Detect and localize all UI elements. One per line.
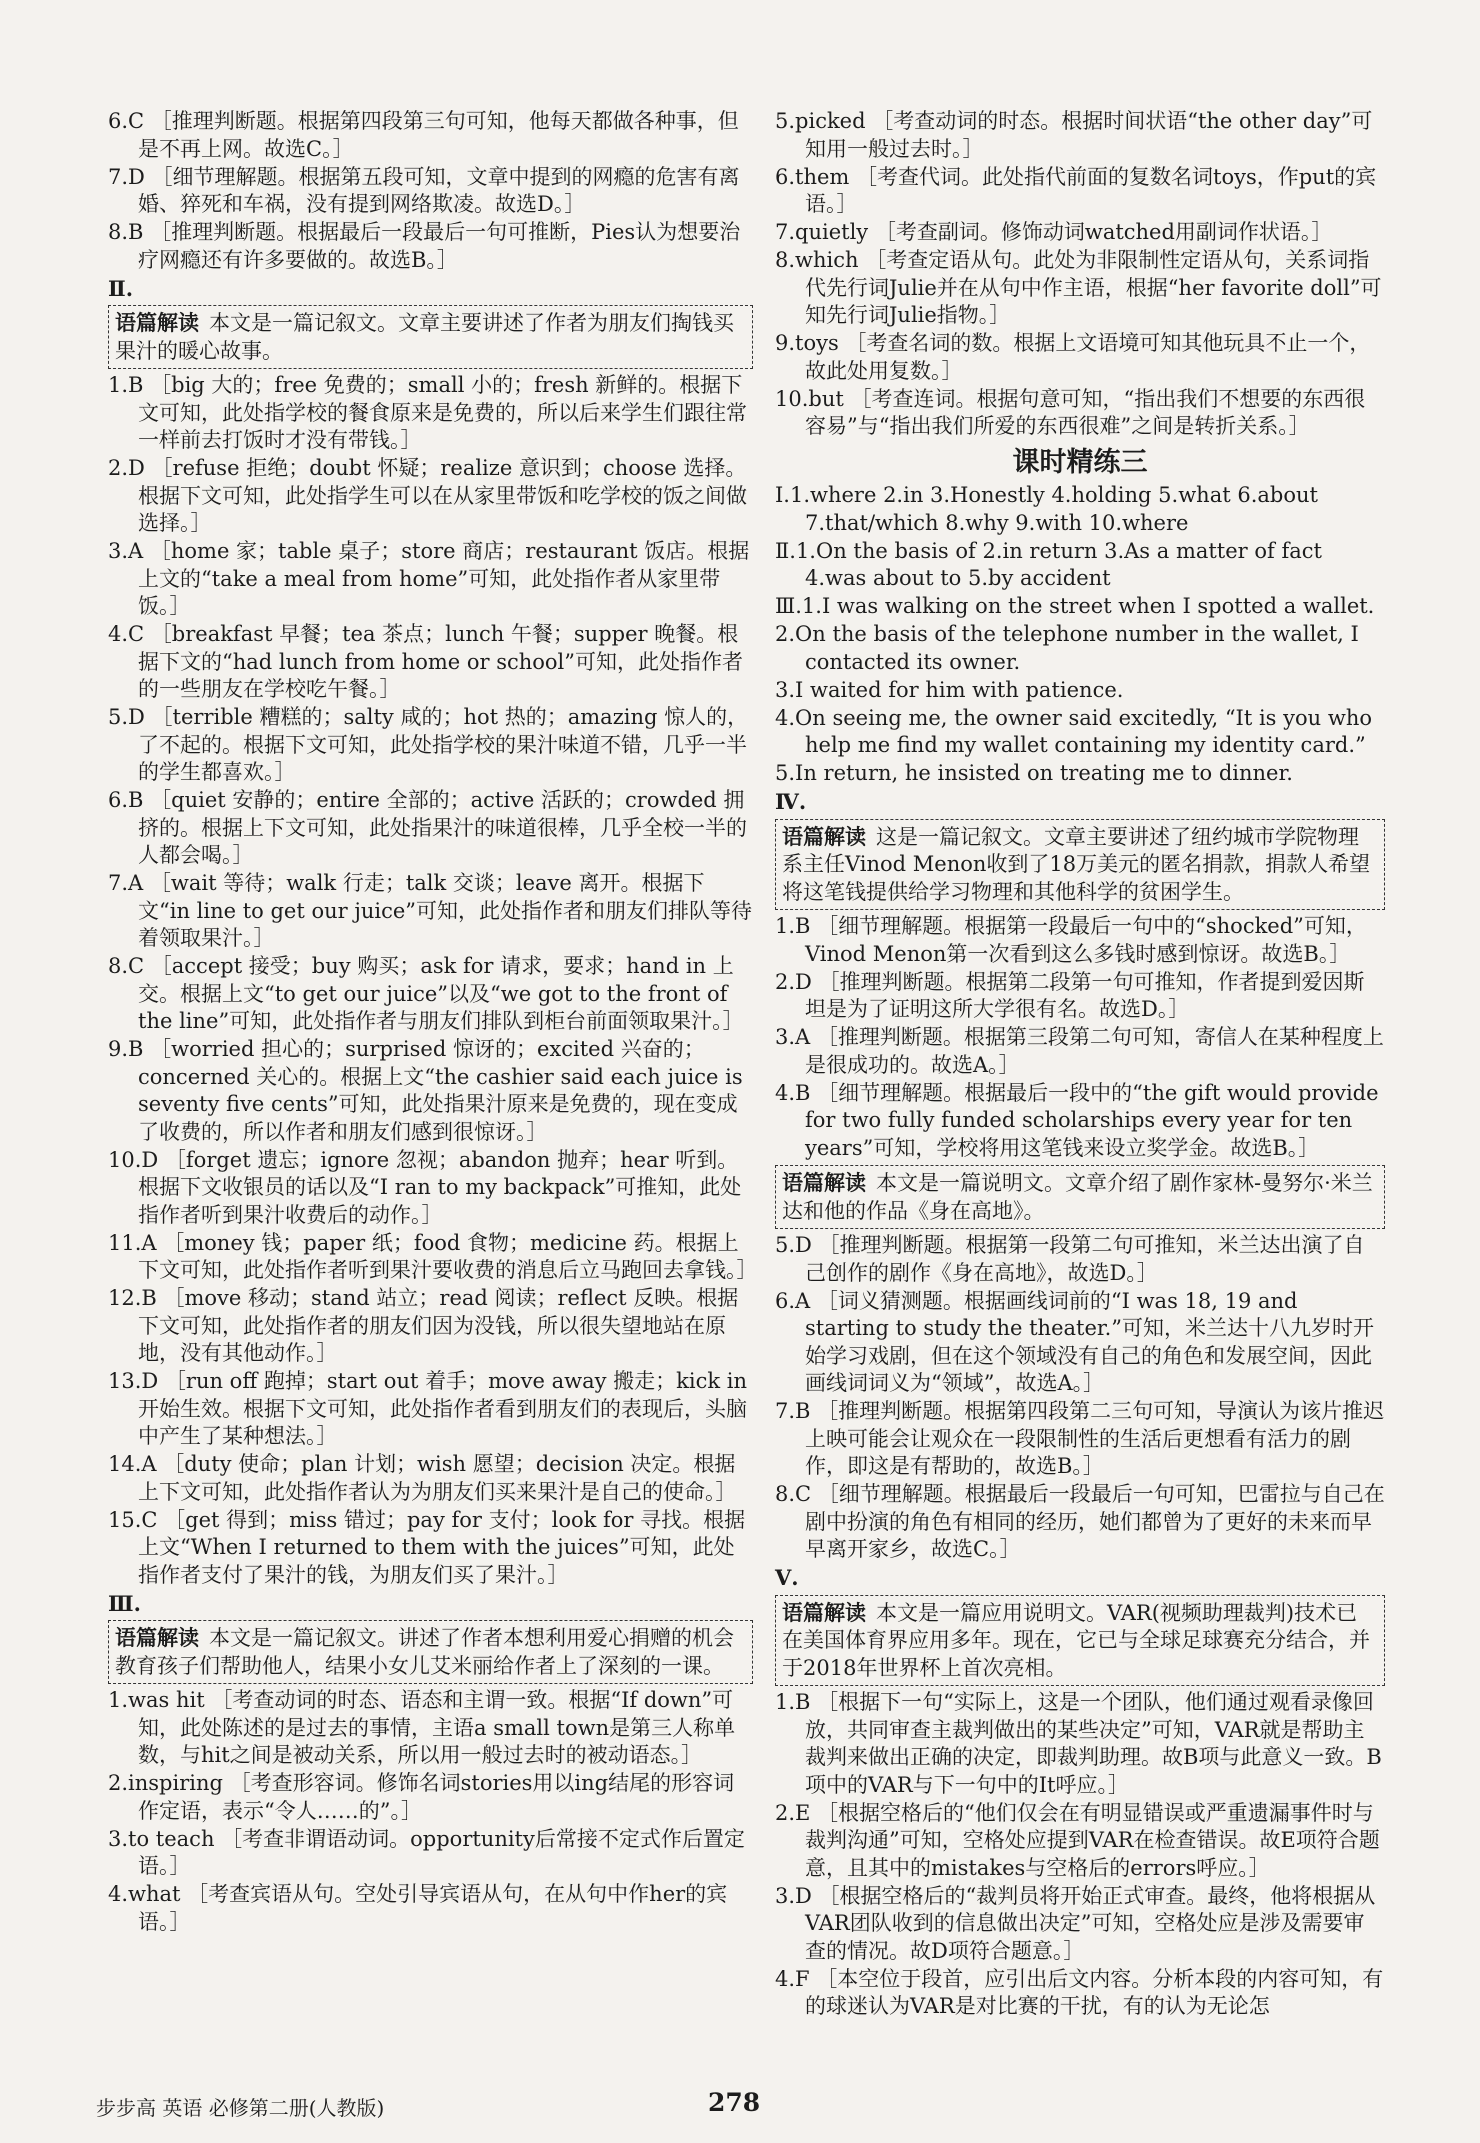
answer-item: 8.C ［细节理解题。根据最后一段最后一句可知，巴雷拉与自己在剧中扮演的角色有相同的经历，她们都曾为了更好的未来而早早离开家乡，故选C。］ [775, 1482, 1385, 1561]
answer-item: 8.which ［考查定语从句。此处为非限制性定语从句，关系词指代先行词Julie并在从句中作主语，根据“her favorite doll”可知先行词Julie指物。］ [775, 248, 1382, 327]
answer-item: 6.A ［词义猜测题。根据画线词前的“I was 18, 19 and starting to study the theater.”可知，米兰达十八九岁时开始学习戏剧，但在这个领域没有自己的角色和发展空间，因此画线词词义为“领域”，故选A。］ [775, 1288, 1375, 1395]
answer-item: 10.but ［考查连词。根据句意可知，“指出我们不想要的东西很容易”与“指出我们所爱的东西很难”之间是转折关系。］ [775, 386, 1366, 438]
answer-item: 15.C ［get 得到；miss 错过；pay for 支付；look for 寻找。根据上文“When I returned to them with the juices”可知，此处指作者支付了果汁的钱，为朋友们买了果汁。］ [108, 1507, 746, 1587]
answer-item: 2.E ［根据空格后的“他们仅会在有明显错误或严重遗漏事件时与裁判沟通”可知，空格处应提到VAR在检查错误。故E项符合题意，且其中的mistakes与空格后的errors呼应。］ [775, 1800, 1380, 1880]
answer-item: 11.A ［money 钱；paper 纸；food 食物；medicine 药。根据上下文可知，此处指作者听到果汁要收费的消息后立马跑回去拿钱。］ [108, 1230, 758, 1282]
answer-item: 13.D ［run off 跑掉；start out 着手；move away 搬走；kick in 开始生效。根据下文可知，此处指作者看到朋友们的表现后，头脑中产生了某种想法。］ [108, 1369, 748, 1448]
reading-analysis-text: 本文是一篇说明文。文章介绍了剧作家林-曼努尔·米兰达和他的作品《身在高地》。 [782, 1171, 1373, 1223]
answer-item: 4.F ［本空位于段首，应引出后文内容。分析本段的内容可知，有的球迷认为VAR是对比赛的干扰，有的认为无论怎 [775, 1966, 1384, 2018]
section-heading: Ⅳ. [775, 789, 807, 814]
answer-item: 3.I waited for him with patience. [775, 677, 1124, 702]
answer-item: 12.B ［move 移动；stand 站立；read 阅读；reflect 反映。根据下文可知，此处指作者的朋友们因为没钱，所以很失望地站在原地，没有其他动作。］ [108, 1286, 739, 1365]
answer-item: 3.D ［根据空格后的“裁判员将开始正式审查。最终，他将根据从VAR团队收到的信息做出决定”可知，空格处应是涉及需要审查的情况。故D项符合题意。］ [775, 1883, 1376, 1963]
answer-item: 5.picked ［考查动词的时态。根据时间状语“the other day”可知用一般过去时。］ [775, 109, 1373, 161]
section-heading: Ⅴ. [775, 1565, 799, 1590]
answer-item: Ⅰ.1.where 2.in 3.Honestly 4.holding 5.what 6.about 7.that/which 8.why 9.with 10.where [775, 483, 1318, 535]
answer-item: 8.C ［accept 接受；buy 购买；ask for 请求，要求；hand in 上交。根据上文“to get our juice”以及“we got to the front of the line”可知，此处指作者与朋友们排队到柜台前面领取果汁。］ [108, 954, 744, 1033]
answer-item: 4.what ［考查宾语从句。空处引导宾语从句，在从句中作her的宾语。］ [108, 1882, 728, 1934]
answer-item: 6.B ［quiet 安静的；entire 全部的；active 活跃的；crowded 拥挤的。根据上下文可知，此处指果汁的味道很棒，几乎全校一半的人都会喝。］ [108, 788, 747, 867]
answer-item: 8.B ［推理判断题。根据最后一段最后一句可推断，Pies认为想要治疗网瘾还有许多要做的。故选B。］ [108, 220, 741, 272]
answer-item: 9.B ［worried 担心的；surprised 惊讶的；excited 兴奋的；concerned 关心的。根据上文“the cashier said each juice is seventy five cents”可知，此处指果汁原来是免费的，现在变成了收费的，所以作者和朋友们感到很惊讶。］ [108, 1037, 743, 1144]
answer-item: 1.B ［根据下一句“实际上，这是一个团队，他们通过观看录像回放，共同审查主裁判做出的某些决定”可知，VAR就是帮助主裁判来做出正确的决定，即裁判助理。故B项与此意义一致。B项中的VAR与下一句中的It呼应。］ [775, 1690, 1382, 1797]
reading-analysis-box [775, 1595, 1385, 1687]
reading-analysis-tag: 语篇解读 [782, 1170, 866, 1195]
answer-item: 3.to teach ［考查非谓语动词。opportunity后常接不定式作后置定语。］ [108, 1826, 745, 1878]
answer-item: 2.inspiring ［考查形容词。修饰名词stories用以ing结尾的形容词作定语，表示“令人……的”。］ [108, 1771, 735, 1823]
answer-item: 7.D ［细节理解题。根据第五段可知，文章中提到的网瘾的危害有离婚、猝死和车祸，没有提到网络欺凌。故选D。］ [108, 164, 740, 216]
answer-item: 2.D ［refuse 拒绝；doubt 怀疑；realize 意识到；choose 选择。根据下文可知，此处指学生可以在从家里带饭和吃学校的饭之间做选择。］ [108, 456, 747, 535]
answer-item: 4.C ［breakfast 早餐；tea 茶点；lunch 午餐；supper 晚餐。根据下文的“had lunch from home or school”可知，此处指作者的一些朋友在学校吃午餐。］ [108, 622, 744, 701]
section-heading: Ⅲ. [108, 1590, 141, 1616]
answer-item: 1.was hit ［考查动词的时态、语态和主谓一致。根据“If down”可知，此处陈述的是过去的事情，主语a small town是第三人称单数，与hit之间是被动关系，所以用一般过去时的被动语态。］ [108, 1688, 736, 1767]
reading-analysis-text: 本文是一篇应用说明文。VAR(视频助理裁判)技术已在美国体育界应用多年。现在，它已与全球足球赛充分结合，并于2018年世界杯上首次亮相。 [782, 1600, 1370, 1680]
answer-item: 6.them ［考查代词。此处指代前面的复数名词toys，作put的宾语。］ [775, 164, 1377, 216]
answer-item: 1.B ［细节理解题。根据第一段最后一句中的“shocked”可知，Vinod Menon第一次看到这么多钱时感到惊讶。故选B。］ [775, 914, 1367, 966]
answer-item: Ⅱ.1.On the basis of 2.in return 3.As a matter of fact 4.was about to 5.by accident [775, 538, 1322, 590]
answer-item: 9.toys ［考查名词的数。根据上文语境可知其他玩具不止一个，故此处用复数。］ [775, 331, 1371, 383]
answer-item: 14.A ［duty 使命；plan 计划；wish 愿望；decision 决定。根据上下文可知，此处指作者认为为朋友们买来果汁是自己的使命。］ [108, 1452, 737, 1504]
answer-item: 10.D ［forget 遗忘；ignore 忽视；abandon 抛弃；hear 听到。根据下文收银员的话以及“I ran to my backpack”可推知，此处指作者听到果汁收费后的动作。］ [108, 1147, 742, 1227]
answer-item: 4.On seeing me, the owner said excitedly, “It is you who help me find my wallet containing my identity card.” [775, 705, 1372, 757]
reading-analysis-box [775, 819, 1385, 911]
right-column [775, 108, 1385, 2021]
reading-analysis-box [775, 1165, 1385, 1229]
reading-analysis-text: 本文是一篇记叙文。文章主要讲述了作者为朋友们掏钱买果汁的暖心故事。 [115, 311, 734, 363]
answer-item: 5.D ［推理判断题。根据第一段第二句可推知，米兰达出演了自己创作的剧作《身在高地》，故选D。］ [775, 1233, 1365, 1285]
reading-analysis-tag: 语篇解读 [115, 310, 199, 335]
answer-item: 7.quietly ［考查副词。修饰动词watched用副词作状语。］ [775, 220, 1333, 244]
reading-analysis-text: 本文是一篇记叙文。讲述了作者本想利用爱心捐赠的机会教育孩子们帮助他人，结果小女儿艾米丽给作者上了深刻的一课。 [115, 1626, 734, 1678]
answer-item: 4.B ［细节理解题。根据最后一段中的“the gift would provide for two fully funded scholarships every year for ten years”可知，学校将用这笔钱来设立奖学金。故选B。］ [775, 1080, 1379, 1160]
answer-item: 5.In return, he insisted on treating me to dinner. [775, 761, 1293, 785]
section-title: 课时精练三 [1012, 446, 1148, 478]
answer-item: 7.A ［wait 等待；walk 行走；talk 交谈；leave 离开。根据下文“in line to get our juice”可知，此处指作者和朋友们排队等待着领取果汁。］ [108, 871, 753, 950]
answer-item: 5.D ［terrible 糟糕的；salty 咸的；hot 热的；amazing 惊人的，了不起的。根据下文可知，此处指学校的果汁味道不错，几乎一半的学生都喜欢。］ [108, 705, 749, 784]
answer-item: 6.C ［推理判断题。根据第四段第三句可知，他每天都做各种事，但是不再上网。故选C。］ [108, 109, 739, 161]
answer-item: 3.A ［推理判断题。根据第三段第二句可知，寄信人在某种程度上是很成功的。故选A。］ [775, 1025, 1384, 1077]
answer-item: 3.A ［home 家；table 桌子；store 商店；restaurant 饭店。根据上文的“take a meal from home”可知，此处指作者从家里带饭。］ [108, 539, 750, 618]
reading-analysis-text: 这是一篇记叙文。文章主要讲述了纽约城市学院物理系主任Vinod Menon收到了18万美元的匿名捐款，捐款人希望将这笔钱提供给学习物理和其他科学的贫困学生。 [782, 824, 1371, 904]
left-column [108, 108, 758, 1937]
answer-item: Ⅲ.1.I was walking on the street when I spotted a wallet. [775, 594, 1375, 618]
reading-analysis-tag: 语篇解读 [782, 823, 866, 849]
page-number: 278 [708, 2088, 761, 2117]
answer-item: 7.B ［推理判断题。根据第四段第二三句可知，导演认为该片推迟上映可能会让观众在一段限制性的生活后更想看有活力的剧作，即这是有帮助的，故选B。］ [775, 1399, 1385, 1478]
reading-analysis-box [108, 1620, 753, 1684]
section-heading: Ⅱ. [108, 275, 134, 301]
answer-item: 1.B ［big 大的；free 免费的；small 小的；fresh 新鲜的。根据下文可知，此处指学校的餐食原来是免费的，所以后来学生们跟往常一样前去打饭时才没有带钱。］ [108, 373, 747, 452]
reading-analysis-box [108, 305, 753, 369]
footer-book-title: 步步高 英语 必修第二册(人教版) [96, 2096, 385, 2120]
reading-analysis-tag: 语篇解读 [115, 1625, 199, 1650]
reading-analysis-tag: 语篇解读 [782, 1599, 866, 1625]
answer-item: 2.On the basis of the telephone number in the wallet, I contacted its owner. [775, 622, 1359, 674]
answer-item: 2.D ［推理判断题。根据第二段第一句可推知，作者提到爱因斯坦是为了证明这所大学很有名。故选D。］ [775, 969, 1365, 1021]
